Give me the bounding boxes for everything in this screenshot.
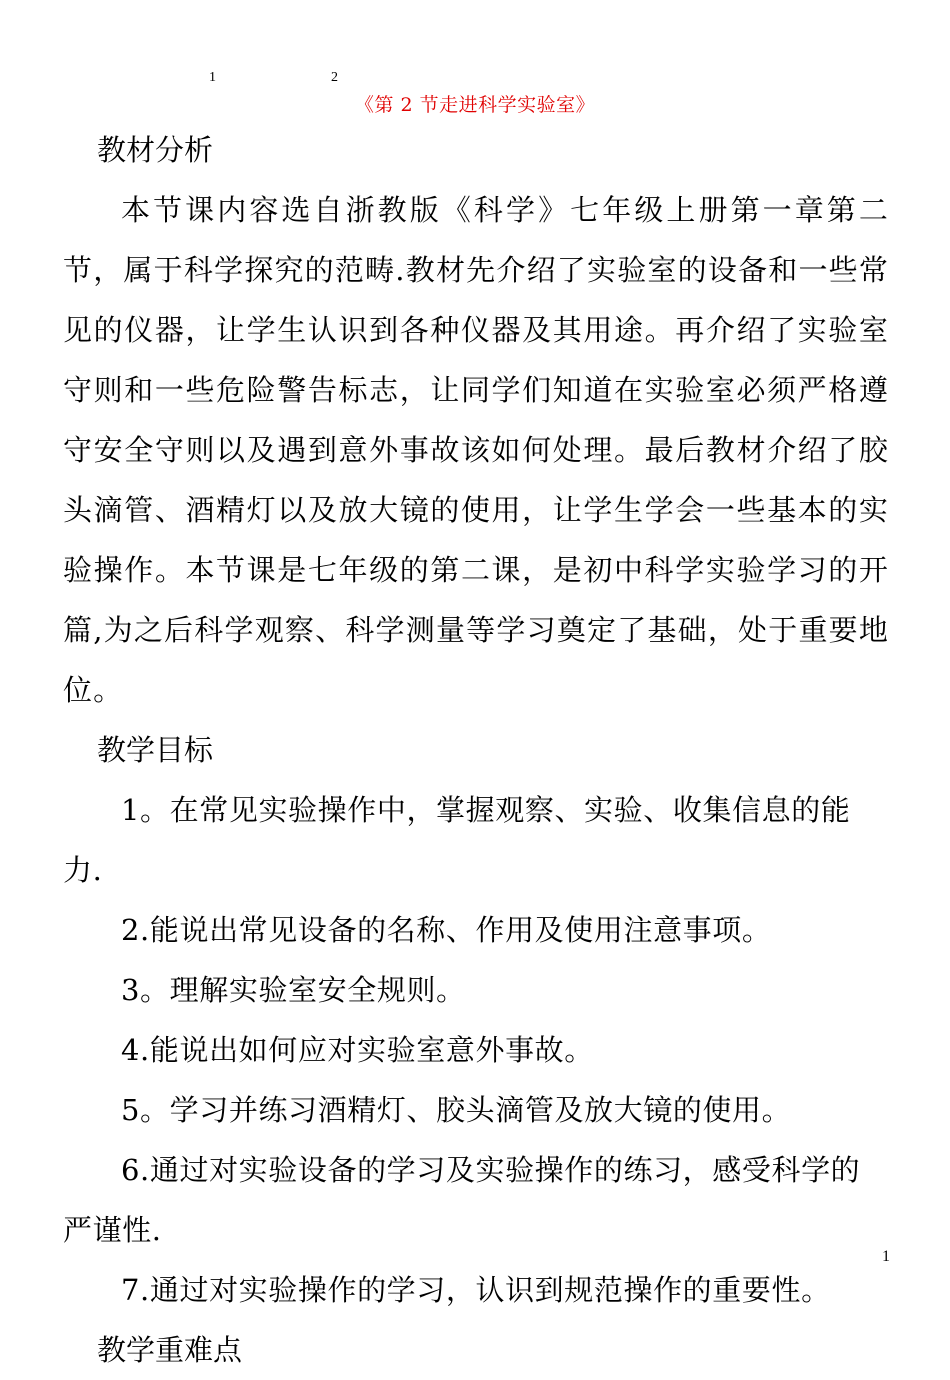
goals-heading: 教学目标 <box>97 733 214 767</box>
analysis-heading: 教材分析 <box>97 133 214 167</box>
goal-item: 4.能说出如何应对实验室意外事故。 <box>121 1033 594 1067</box>
goal-item: 2.能说出常见设备的名称、作用及使用注意事项。 <box>121 913 772 947</box>
page-number: 1 <box>882 1248 890 1265</box>
goal-item: 3。理解实验室安全规则。 <box>121 973 466 1007</box>
goal-item: 6.通过对实验设备的学习及实验操作的练习，感受科学的严谨性. <box>63 1153 861 1247</box>
analysis-paragraph: 本节课内容选自浙教版《科学》七年级上册第一章第二节，属于科学探究的范畴.教材先介绍了实验室的设备和一些常见的仪器，让学生认识到各种仪器及其用途。再介绍了实验室守则和一些危险警告标志，让同学们知道在实验室必须严格遵守安全守则以及遇到意外事故该如何处理。最后教材介绍了胶头滴管、酒精灯以及放大镜的使用，让学生学会一些基本的实验操作。本节课是七年级的第二课，是初中科学实验学习的开篇,为之后科学观察、科学测量等学习奠定了基础，处于重要地位。 <box>63 193 889 707</box>
goal-item: 5。学习并练习酒精灯、胶头滴管及放大镜的使用。 <box>121 1093 792 1127</box>
document-body <box>63 120 889 1380</box>
header-mark-1: 1 <box>209 70 216 85</box>
goal-item: 7.通过对实验操作的学习，认识到规范操作的重要性。 <box>121 1273 831 1307</box>
difficulty-heading: 教学重难点 <box>97 1333 243 1367</box>
header-marks <box>0 70 950 90</box>
goal-item: 1。在常见实验操作中，掌握观察、实验、收集信息的能力. <box>63 793 851 887</box>
header-mark-2: 2 <box>331 70 338 85</box>
document-title: 《第 2 节走进科学实验室》 <box>354 94 596 116</box>
